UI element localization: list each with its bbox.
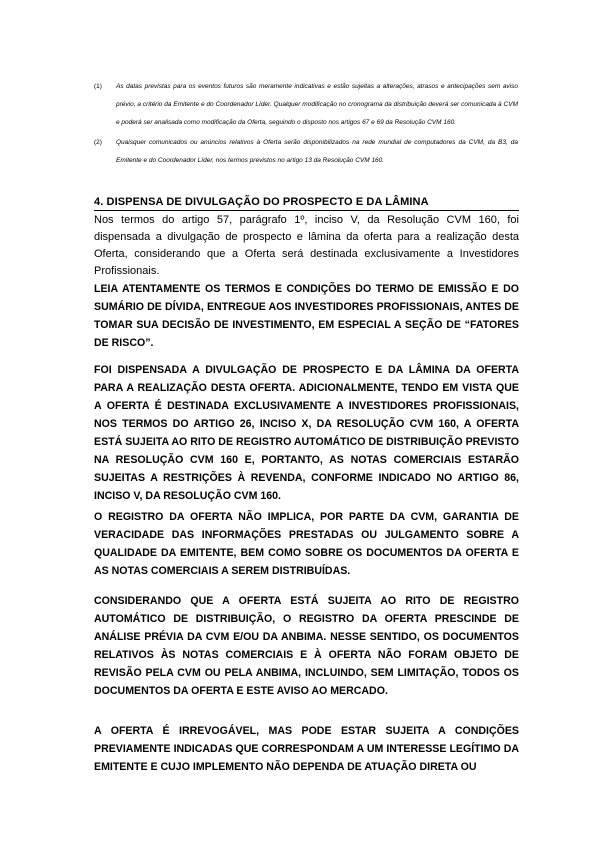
footnote-number: (2) [94,139,102,146]
footnote [94,78,518,132]
disclaimer-paragraph: LEIA ATENTAMENTE OS TERMOS E CONDIÇÕES DO TERMO DE EMISSÃO E DO SUMÁRIO DE DÍVIDA, ENTREGUE AOS INVESTIDORES PROFISSIONAIS, ANTES DE TOMAR SUA DECISÃO DE INVESTIMENTO, EM ESPECIAL A SEÇÃO DE “FATORES DE RISCO”. [94,283,519,349]
section-title: 4. DISPENSA DE DIVULGAÇÃO DO PROSPECTO E DA LÂMINA [94,196,519,211]
footnotes [94,78,518,172]
disclaimer-paragraph: FOI DISPENSADA A DIVULGAÇÃO DE PROSPECTO E DA LÂMINA DA OFERTA PARA A REALIZAÇÃO DESTA OFERTA. ADICIONALMENTE, TENDO EM VISTA QUE A OFERTA É DESTINADA EXCLUSIVAMENTE A INVESTIDORES PROFISSIONAIS, NOS TERMOS DO ARTIGO 26, INCISO X, DA RESOLUÇÃO CVM 160, A OFERTA ESTÁ SUJEITA AO RITO DE REGISTRO AUTOMÁTICO DE DISTRIBUIÇÃO PREVISTO NA RESOLUÇÃO CVM 160 E, PORTANTO, AS NOTAS COMERCIAIS ESTARÃO SUJEITAS A RESTRIÇÕES À REVENDA, CONFORME INDICADO NO ARTIGO 86, INCISO V, DA RESOLUÇÃO CVM 160. [94,364,519,502]
disclaimer-paragraph: A OFERTA É IRREVOGÁVEL, MAS PODE ESTAR SUJEITA A CONDIÇÕES PREVIAMENTE INDICADAS QUE CORRESPONDAM A UM INTERESSE LEGÍTIMO DA EMITENTE E CUJO IMPLEMENTO NÃO DEPENDA DE ATUAÇÃO DIRETA OU [94,725,519,773]
section-body: Nos termos do artigo 57, parágrafo 1º, inciso V, da Resolução CVM 160, foi dispensada a divulgação de prospecto e lâmina da oferta para a realização desta Oferta, considerando que a Oferta será destinada exclusivamente a Investidores Profissionais. [94,214,519,277]
footnote-number: (1) [94,83,102,90]
footnote-text: Quaisquer comunicados ou anúncios relativos à Oferta serão disponibilizados na rede mundial de computadores da CVM, da B3, da Emitente e do Coordenador Líder, nos termos previstos no artigo 13 da Resolução CVM 160. [116,139,518,164]
footnote-text: As datas previstas para os eventos futuros são meramente indicativas e estão sujeitas a alterações, atrasos e antecipações sem aviso prévio, a critério da Emitente e do Coordenador Líder. Qualquer modificação no cronograma da distribuição deverá ser comunicada à CVM e poderá ser analisada como modificação da Oferta, seguindo o disposto nos artigos 67 e 69 da Resolução CVM 160. [116,83,518,126]
disclaimer-paragraph: O REGISTRO DA OFERTA NÃO IMPLICA, POR PARTE DA CVM, GARANTIA DE VERACIDADE DAS INFORMAÇÕES PRESTADAS OU JULGAMENTO SOBRE A QUALIDADE DA EMITENTE, BEM COMO SOBRE OS DOCUMENTOS DA OFERTA E AS NOTAS COMERCIAIS A SEREM DISTRIBUÍDAS. [94,511,519,577]
footnote [94,134,518,170]
disclaimer-paragraph: CONSIDERANDO QUE A OFERTA ESTÁ SUJEITA AO RITO DE REGISTRO AUTOMÁTICO DE DISTRIBUIÇÃO, O REGISTRO DA OFERTA PRESCINDE DE ANÁLISE PRÉVIA DA CVM E/OU DA ANBIMA. NESSE SENTIDO, OS DOCUMENTOS RELATIVOS ÀS NOTAS COMERCIAIS E À OFERTA NÃO FORAM OBJETO DE REVISÃO PELA CVM OU PELA ANBIMA, INCLUINDO, SEM LIMITAÇÃO, TODOS OS DOCUMENTOS DA OFERTA E ESTE AVISO AO MERCADO. [94,595,519,697]
